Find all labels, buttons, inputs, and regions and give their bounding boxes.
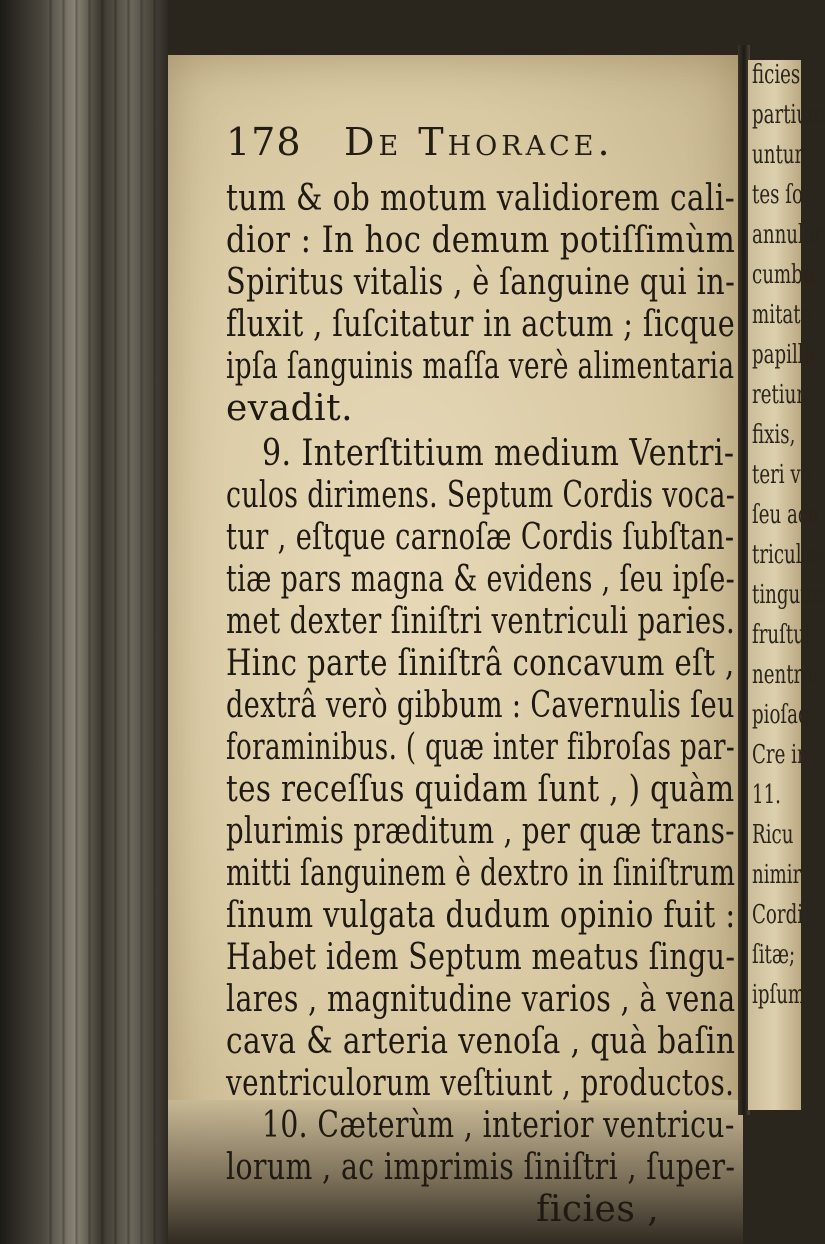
text-line: 9. Interſtitium medium Ventri- bbox=[262, 433, 735, 474]
binding-page-edges bbox=[40, 0, 160, 1244]
text-line: tes receſſus quidam ſunt , ) quàm bbox=[226, 769, 735, 810]
next-page-fragment: nimir bbox=[752, 860, 802, 890]
text-line: ſinum vulgata dudum opinio fuit : bbox=[226, 895, 736, 936]
text-line: tur , eſtque carnoſæ Cordis ſubſtan- bbox=[226, 517, 735, 558]
text-line: dior : In hoc demum potiſſimùm bbox=[226, 220, 736, 261]
next-page-fragment: ſeu acu bbox=[752, 500, 820, 530]
text-line: cava & arteria venoſa , quà baſin bbox=[226, 1021, 736, 1062]
next-page-fragment: ficies, bbox=[752, 60, 807, 90]
next-page-fragment: Ricu bbox=[752, 820, 794, 850]
next-page-fragment: papilla bbox=[752, 340, 815, 370]
next-page-fragment: 11. bbox=[752, 780, 781, 810]
next-page-fragment: triculos bbox=[752, 540, 822, 570]
next-page-fragment: pioſaq bbox=[752, 700, 810, 730]
next-page-fragment: teri ve bbox=[752, 460, 812, 490]
next-page-fragment: fruſtul bbox=[752, 620, 811, 650]
next-page-fragment: nentrel bbox=[752, 660, 819, 690]
next-page-edge bbox=[748, 60, 825, 1110]
text-line: dextrâ verò gibbum : Cavernulis ſeu bbox=[226, 685, 735, 726]
text-line: Habet idem Septum meatus ſingu- bbox=[226, 937, 736, 978]
next-page-fragment: tinguun bbox=[752, 580, 824, 610]
text-line: tiæ pars magna & evidens , ſeu ipſe- bbox=[226, 559, 736, 600]
text-line: tum & ob motum validiorem cali- bbox=[226, 178, 736, 219]
next-page-fragment: retium bbox=[752, 380, 814, 410]
next-page-fragment: partium bbox=[752, 100, 825, 130]
page-number: 178 bbox=[226, 120, 302, 164]
next-page-fragment: Cre in bbox=[752, 740, 809, 770]
text-line: mitti ſanguinem è dextro in ſiniſtrum bbox=[226, 853, 736, 894]
text-line: met dexter ſiniſtri ventriculi paries. bbox=[226, 601, 736, 642]
next-page-fragment: tes ſor bbox=[752, 180, 812, 210]
text-line: culos dirimens. Septum Cordis voca- bbox=[226, 475, 736, 516]
running-head: De Thorace. bbox=[344, 120, 614, 164]
page-header bbox=[226, 120, 726, 180]
next-page-fragment: Cordi bbox=[752, 900, 804, 930]
text-line: ficies , bbox=[536, 1189, 660, 1230]
text-line: lares , magnitudine varios , à vena bbox=[226, 979, 736, 1020]
next-page-fragment: untur, bbox=[752, 140, 807, 170]
text-line: lorum , ac imprimis ſiniſtri , ſuper- bbox=[226, 1147, 736, 1188]
next-page-fragment: mitate bbox=[752, 300, 812, 330]
text-line: evadit. bbox=[226, 388, 354, 429]
next-page-fragment: ſitæ; bbox=[752, 940, 796, 970]
text-line: plurimis præditum , per quæ trans- bbox=[226, 811, 735, 852]
text-line: ventriculorum veſtiunt , productos. bbox=[226, 1063, 735, 1104]
text-line: ipſa ſanguinis maſſa verè alimentaria bbox=[226, 346, 735, 387]
next-page-fragment: fixis, bbox=[752, 420, 796, 450]
text-line: fluxit , ſuſcitatur in actum ; ſicque bbox=[226, 304, 736, 345]
next-page-fragment: ipſum bbox=[752, 980, 806, 1010]
text-line: Hinc parte ſiniſtrâ concavum eſt , bbox=[226, 643, 735, 684]
text-line: foraminibus. ( quæ inter fibroſas par- bbox=[226, 727, 736, 768]
text-line: 10. Cæterùm , interior ventricu- bbox=[262, 1105, 735, 1146]
next-page-fragment: cumbu bbox=[752, 260, 815, 290]
text-line: Spiritus vitalis , è ſanguine qui in- bbox=[226, 262, 736, 303]
next-page-fragment: annular bbox=[752, 220, 824, 250]
